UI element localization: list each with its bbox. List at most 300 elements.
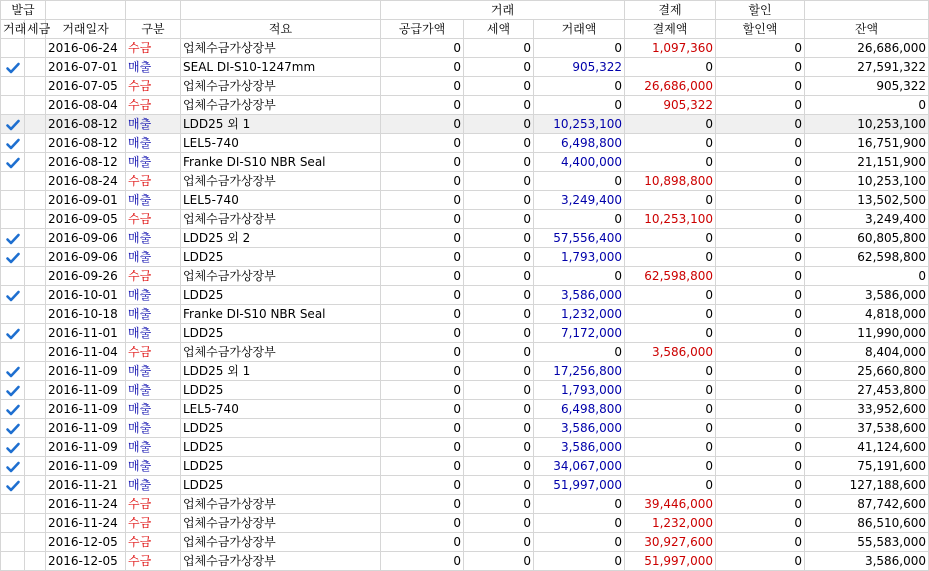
tax-cell: 0	[464, 210, 534, 229]
kind-cell: 매출	[126, 362, 181, 381]
discount-cell: 0	[716, 400, 805, 419]
kind-cell: 수금	[126, 343, 181, 362]
date-cell: 2016-11-24	[46, 514, 126, 533]
tax-cell: 0	[464, 362, 534, 381]
supply-cell: 0	[381, 96, 464, 115]
check-icon[interactable]	[6, 157, 20, 169]
trade-stmt-cell[interactable]	[1, 115, 25, 134]
tax-cell: 0	[464, 495, 534, 514]
ledger-body	[1, 39, 929, 571]
table-row[interactable]	[1, 153, 929, 172]
balance-cell: 3,249,400	[805, 210, 929, 229]
trade-stmt-cell[interactable]	[1, 533, 25, 552]
payment-cell: 62,598,800	[625, 267, 716, 286]
table-row[interactable]	[1, 267, 929, 286]
tax-invoice-cell[interactable]	[25, 514, 46, 533]
trade-stmt-cell[interactable]	[1, 267, 25, 286]
tax-cell: 0	[464, 419, 534, 438]
tax-invoice-cell[interactable]	[25, 248, 46, 267]
payment-cell: 0	[625, 438, 716, 457]
header-group-payment[interactable]: 결제	[625, 1, 716, 20]
table-row[interactable]	[1, 77, 929, 96]
tax-invoice-cell[interactable]	[25, 153, 46, 172]
header-group-trade[interactable]: 거래	[381, 1, 625, 20]
tax-cell: 0	[464, 457, 534, 476]
payment-cell: 0	[625, 305, 716, 324]
check-icon[interactable]	[6, 404, 20, 416]
trade-stmt-cell[interactable]	[1, 229, 25, 248]
tax-invoice-cell[interactable]	[25, 58, 46, 77]
balance-cell: 26,686,000	[805, 39, 929, 58]
trade-stmt-cell[interactable]	[1, 324, 25, 343]
table-row[interactable]	[1, 438, 929, 457]
tax-cell: 0	[464, 39, 534, 58]
trade-amount-cell: 1,793,000	[534, 248, 625, 267]
trade-stmt-cell[interactable]	[1, 305, 25, 324]
balance-cell: 87,742,600	[805, 495, 929, 514]
date-cell: 2016-09-06	[46, 229, 126, 248]
kind-cell: 수금	[126, 210, 181, 229]
trade-amount-cell: 51,997,000	[534, 476, 625, 495]
balance-cell: 11,990,000	[805, 324, 929, 343]
date-cell: 2016-06-24	[46, 39, 126, 58]
header-col-trade-stmt[interactable]: 거래	[1, 20, 25, 39]
check-icon[interactable]	[6, 233, 20, 245]
kind-cell: 수금	[126, 172, 181, 191]
payment-cell: 10,253,100	[625, 210, 716, 229]
kind-cell: 매출	[126, 400, 181, 419]
balance-cell: 16,751,900	[805, 134, 929, 153]
trade-stmt-cell[interactable]	[1, 400, 25, 419]
supply-cell: 0	[381, 58, 464, 77]
supply-cell: 0	[381, 286, 464, 305]
tax-invoice-cell[interactable]	[25, 115, 46, 134]
balance-cell: 0	[805, 267, 929, 286]
desc-cell: 업체수금가상장부	[181, 267, 381, 286]
trade-amount-cell: 6,498,800	[534, 400, 625, 419]
trade-amount-cell: 0	[534, 533, 625, 552]
balance-cell: 3,586,000	[805, 552, 929, 571]
check-icon[interactable]	[6, 423, 20, 435]
kind-cell: 매출	[126, 457, 181, 476]
tax-invoice-cell[interactable]	[25, 96, 46, 115]
trade-amount-cell: 3,586,000	[534, 438, 625, 457]
desc-cell: LDD25 외 1	[181, 115, 381, 134]
desc-cell: LEL5-740	[181, 400, 381, 419]
payment-cell: 1,232,000	[625, 514, 716, 533]
table-row[interactable]	[1, 476, 929, 495]
table-row[interactable]	[1, 400, 929, 419]
trade-stmt-cell[interactable]	[1, 172, 25, 191]
check-icon[interactable]	[6, 138, 20, 150]
tax-cell: 0	[464, 172, 534, 191]
table-row[interactable]	[1, 533, 929, 552]
header-col-trade-amt[interactable]: 거래액	[534, 20, 625, 39]
date-cell: 2016-11-01	[46, 324, 126, 343]
trade-amount-cell: 0	[534, 77, 625, 96]
kind-cell: 매출	[126, 381, 181, 400]
payment-cell: 0	[625, 362, 716, 381]
tax-invoice-cell[interactable]	[25, 191, 46, 210]
trade-amount-cell: 4,400,000	[534, 153, 625, 172]
header-column-row	[1, 20, 929, 39]
tax-cell: 0	[464, 248, 534, 267]
trade-amount-cell: 0	[534, 210, 625, 229]
kind-cell: 매출	[126, 438, 181, 457]
tax-invoice-cell[interactable]	[25, 324, 46, 343]
payment-cell: 0	[625, 286, 716, 305]
balance-cell: 127,188,600	[805, 476, 929, 495]
supply-cell: 0	[381, 248, 464, 267]
header-col-tax[interactable]: 세액	[464, 20, 534, 39]
payment-cell: 0	[625, 324, 716, 343]
desc-cell: 업체수금가상장부	[181, 39, 381, 58]
table-row[interactable]	[1, 305, 929, 324]
balance-cell: 4,818,000	[805, 305, 929, 324]
trade-amount-cell: 57,556,400	[534, 229, 625, 248]
tax-cell: 0	[464, 438, 534, 457]
header-col-supply[interactable]: 공급가액	[381, 20, 464, 39]
trade-stmt-cell[interactable]	[1, 210, 25, 229]
tax-invoice-cell[interactable]	[25, 172, 46, 191]
table-row[interactable]	[1, 419, 929, 438]
tax-invoice-cell[interactable]	[25, 362, 46, 381]
header-group-issue[interactable]: 발급	[1, 1, 46, 20]
kind-cell: 매출	[126, 134, 181, 153]
discount-cell: 0	[716, 286, 805, 305]
trade-amount-cell: 0	[534, 267, 625, 286]
desc-cell: 업체수금가상장부	[181, 210, 381, 229]
header-col-tax-invoice[interactable]: 세금	[25, 20, 46, 39]
header-group-blank-desc	[181, 1, 381, 20]
tax-invoice-cell[interactable]	[25, 39, 46, 58]
tax-invoice-cell[interactable]	[25, 305, 46, 324]
discount-cell: 0	[716, 77, 805, 96]
trade-amount-cell: 0	[534, 172, 625, 191]
table-row[interactable]	[1, 343, 929, 362]
tax-invoice-cell[interactable]	[25, 77, 46, 96]
check-icon[interactable]	[6, 480, 20, 492]
header-group-row	[1, 1, 929, 20]
discount-cell: 0	[716, 552, 805, 571]
trade-stmt-cell[interactable]	[1, 153, 25, 172]
balance-cell: 905,322	[805, 77, 929, 96]
desc-cell: 업체수금가상장부	[181, 533, 381, 552]
check-icon[interactable]	[6, 290, 20, 302]
table-row[interactable]	[1, 96, 929, 115]
header-group-blank-kind	[126, 1, 181, 20]
kind-cell: 매출	[126, 58, 181, 77]
trade-stmt-cell[interactable]	[1, 381, 25, 400]
desc-cell: LDD25	[181, 438, 381, 457]
trade-stmt-cell[interactable]	[1, 476, 25, 495]
trade-amount-cell: 1,793,000	[534, 381, 625, 400]
kind-cell: 매출	[126, 248, 181, 267]
trade-stmt-cell[interactable]	[1, 343, 25, 362]
trade-stmt-cell[interactable]	[1, 514, 25, 533]
date-cell: 2016-09-05	[46, 210, 126, 229]
supply-cell: 0	[381, 419, 464, 438]
table-row[interactable]	[1, 191, 929, 210]
kind-cell: 수금	[126, 533, 181, 552]
balance-cell: 37,538,600	[805, 419, 929, 438]
trade-stmt-cell[interactable]	[1, 552, 25, 571]
table-row[interactable]	[1, 514, 929, 533]
tax-cell: 0	[464, 476, 534, 495]
table-row[interactable]	[1, 324, 929, 343]
discount-cell: 0	[716, 153, 805, 172]
balance-cell: 75,191,600	[805, 457, 929, 476]
date-cell: 2016-11-09	[46, 400, 126, 419]
tax-cell: 0	[464, 381, 534, 400]
desc-cell: LDD25	[181, 476, 381, 495]
balance-cell: 60,805,800	[805, 229, 929, 248]
payment-cell: 0	[625, 381, 716, 400]
tax-cell: 0	[464, 400, 534, 419]
header-group-discount[interactable]: 할인	[716, 1, 805, 20]
trade-stmt-cell[interactable]	[1, 248, 25, 267]
trade-stmt-cell[interactable]	[1, 362, 25, 381]
discount-cell: 0	[716, 476, 805, 495]
date-cell: 2016-11-09	[46, 419, 126, 438]
tax-invoice-cell[interactable]	[25, 134, 46, 153]
discount-cell: 0	[716, 343, 805, 362]
table-row[interactable]	[1, 495, 929, 514]
trade-amount-cell: 0	[534, 96, 625, 115]
discount-cell: 0	[716, 533, 805, 552]
desc-cell: LDD25	[181, 248, 381, 267]
tax-cell: 0	[464, 229, 534, 248]
discount-cell: 0	[716, 362, 805, 381]
date-cell: 2016-07-01	[46, 58, 126, 77]
tax-cell: 0	[464, 96, 534, 115]
table-row[interactable]	[1, 229, 929, 248]
date-cell: 2016-11-04	[46, 343, 126, 362]
tax-invoice-cell[interactable]	[25, 457, 46, 476]
table-row[interactable]	[1, 552, 929, 571]
tax-invoice-cell[interactable]	[25, 229, 46, 248]
desc-cell: 업체수금가상장부	[181, 343, 381, 362]
tax-invoice-cell[interactable]	[25, 210, 46, 229]
header-col-kind[interactable]: 구분	[126, 20, 181, 39]
payment-cell: 0	[625, 58, 716, 77]
kind-cell: 수금	[126, 77, 181, 96]
desc-cell: LDD25 외 1	[181, 362, 381, 381]
trade-stmt-cell[interactable]	[1, 191, 25, 210]
tax-invoice-cell[interactable]	[25, 438, 46, 457]
trade-stmt-cell[interactable]	[1, 39, 25, 58]
kind-cell: 매출	[126, 305, 181, 324]
check-icon[interactable]	[6, 385, 20, 397]
trade-stmt-cell[interactable]	[1, 77, 25, 96]
tax-invoice-cell[interactable]	[25, 267, 46, 286]
discount-cell: 0	[716, 172, 805, 191]
table-row[interactable]	[1, 286, 929, 305]
table-row[interactable]	[1, 248, 929, 267]
discount-cell: 0	[716, 210, 805, 229]
tax-cell: 0	[464, 77, 534, 96]
table-row[interactable]	[1, 381, 929, 400]
trade-stmt-cell[interactable]	[1, 495, 25, 514]
supply-cell: 0	[381, 552, 464, 571]
date-cell: 2016-10-01	[46, 286, 126, 305]
balance-cell: 8,404,000	[805, 343, 929, 362]
date-cell: 2016-08-12	[46, 134, 126, 153]
supply-cell: 0	[381, 77, 464, 96]
supply-cell: 0	[381, 343, 464, 362]
supply-cell: 0	[381, 305, 464, 324]
trade-amount-cell: 3,586,000	[534, 286, 625, 305]
balance-cell: 41,124,600	[805, 438, 929, 457]
header-col-balance[interactable]: 잔액	[805, 20, 929, 39]
date-cell: 2016-12-05	[46, 552, 126, 571]
kind-cell: 수금	[126, 514, 181, 533]
desc-cell: 업체수금가상장부	[181, 77, 381, 96]
tax-invoice-cell[interactable]	[25, 419, 46, 438]
trade-amount-cell: 3,586,000	[534, 419, 625, 438]
tax-invoice-cell[interactable]	[25, 495, 46, 514]
desc-cell: LDD25	[181, 324, 381, 343]
supply-cell: 0	[381, 134, 464, 153]
table-row[interactable]	[1, 134, 929, 153]
payment-cell: 0	[625, 229, 716, 248]
header-col-discount[interactable]: 할인액	[716, 20, 805, 39]
date-cell: 2016-09-26	[46, 267, 126, 286]
trade-stmt-cell[interactable]	[1, 438, 25, 457]
balance-cell: 10,253,100	[805, 115, 929, 134]
trade-amount-cell: 34,067,000	[534, 457, 625, 476]
payment-cell: 0	[625, 134, 716, 153]
table-row[interactable]	[1, 172, 929, 191]
desc-cell: 업체수금가상장부	[181, 552, 381, 571]
supply-cell: 0	[381, 476, 464, 495]
balance-cell: 27,591,322	[805, 58, 929, 77]
payment-cell: 26,686,000	[625, 77, 716, 96]
trade-amount-cell: 1,232,000	[534, 305, 625, 324]
balance-cell: 55,583,000	[805, 533, 929, 552]
kind-cell: 수금	[126, 96, 181, 115]
supply-cell: 0	[381, 267, 464, 286]
date-cell: 2016-08-24	[46, 172, 126, 191]
trade-stmt-cell[interactable]	[1, 134, 25, 153]
date-cell: 2016-09-01	[46, 191, 126, 210]
tax-invoice-cell[interactable]	[25, 286, 46, 305]
trade-amount-cell: 17,256,800	[534, 362, 625, 381]
table-row[interactable]	[1, 457, 929, 476]
check-icon[interactable]	[6, 461, 20, 473]
trade-stmt-cell[interactable]	[1, 457, 25, 476]
tax-invoice-cell[interactable]	[25, 381, 46, 400]
payment-cell: 0	[625, 457, 716, 476]
balance-cell: 13,502,500	[805, 191, 929, 210]
payment-cell: 51,997,000	[625, 552, 716, 571]
check-icon[interactable]	[6, 62, 20, 74]
discount-cell: 0	[716, 381, 805, 400]
balance-cell: 21,151,900	[805, 153, 929, 172]
discount-cell: 0	[716, 514, 805, 533]
tax-invoice-cell[interactable]	[25, 552, 46, 571]
date-cell: 2016-07-05	[46, 77, 126, 96]
header-col-date[interactable]: 거래일자	[46, 20, 126, 39]
balance-cell: 27,453,800	[805, 381, 929, 400]
balance-cell: 62,598,800	[805, 248, 929, 267]
payment-cell: 0	[625, 191, 716, 210]
kind-cell: 매출	[126, 115, 181, 134]
trade-amount-cell: 6,498,800	[534, 134, 625, 153]
table-row[interactable]	[1, 115, 929, 134]
trade-stmt-cell[interactable]	[1, 58, 25, 77]
kind-cell: 매출	[126, 191, 181, 210]
table-row[interactable]	[1, 39, 929, 58]
payment-cell: 0	[625, 400, 716, 419]
desc-cell: Franke DI-S10 NBR Seal	[181, 153, 381, 172]
discount-cell: 0	[716, 96, 805, 115]
payment-cell: 3,586,000	[625, 343, 716, 362]
trade-stmt-cell[interactable]	[1, 419, 25, 438]
desc-cell: LDD25	[181, 457, 381, 476]
table-row[interactable]	[1, 362, 929, 381]
date-cell: 2016-11-09	[46, 438, 126, 457]
date-cell: 2016-08-04	[46, 96, 126, 115]
discount-cell: 0	[716, 115, 805, 134]
kind-cell: 수금	[126, 552, 181, 571]
payment-cell: 39,446,000	[625, 495, 716, 514]
tax-cell: 0	[464, 514, 534, 533]
check-icon[interactable]	[6, 366, 20, 378]
discount-cell: 0	[716, 58, 805, 77]
trade-amount-cell: 905,322	[534, 58, 625, 77]
payment-cell: 1,097,360	[625, 39, 716, 58]
balance-cell: 0	[805, 96, 929, 115]
discount-cell: 0	[716, 305, 805, 324]
trade-amount-cell: 0	[534, 514, 625, 533]
kind-cell: 매출	[126, 153, 181, 172]
tax-invoice-cell[interactable]	[25, 400, 46, 419]
desc-cell: LEL5-740	[181, 134, 381, 153]
header-group-blank-balance	[805, 1, 929, 20]
check-icon[interactable]	[6, 328, 20, 340]
supply-cell: 0	[381, 362, 464, 381]
desc-cell: Franke DI-S10 NBR Seal	[181, 305, 381, 324]
tax-cell: 0	[464, 552, 534, 571]
supply-cell: 0	[381, 457, 464, 476]
kind-cell: 매출	[126, 324, 181, 343]
table-row[interactable]	[1, 58, 929, 77]
trade-stmt-cell[interactable]	[1, 96, 25, 115]
table-row[interactable]	[1, 210, 929, 229]
tax-invoice-cell[interactable]	[25, 533, 46, 552]
discount-cell: 0	[716, 229, 805, 248]
date-cell: 2016-11-09	[46, 381, 126, 400]
tax-invoice-cell[interactable]	[25, 343, 46, 362]
check-icon[interactable]	[6, 252, 20, 264]
trade-stmt-cell[interactable]	[1, 286, 25, 305]
kind-cell: 수금	[126, 495, 181, 514]
kind-cell: 매출	[126, 229, 181, 248]
kind-cell: 매출	[126, 476, 181, 495]
kind-cell: 매출	[126, 419, 181, 438]
tax-invoice-cell[interactable]	[25, 476, 46, 495]
check-icon[interactable]	[6, 119, 20, 131]
date-cell: 2016-11-09	[46, 457, 126, 476]
discount-cell: 0	[716, 457, 805, 476]
payment-cell: 905,322	[625, 96, 716, 115]
check-icon[interactable]	[6, 442, 20, 454]
tax-cell: 0	[464, 533, 534, 552]
header-col-payment[interactable]: 결제액	[625, 20, 716, 39]
header-col-desc[interactable]: 적요	[181, 20, 381, 39]
payment-cell: 0	[625, 248, 716, 267]
